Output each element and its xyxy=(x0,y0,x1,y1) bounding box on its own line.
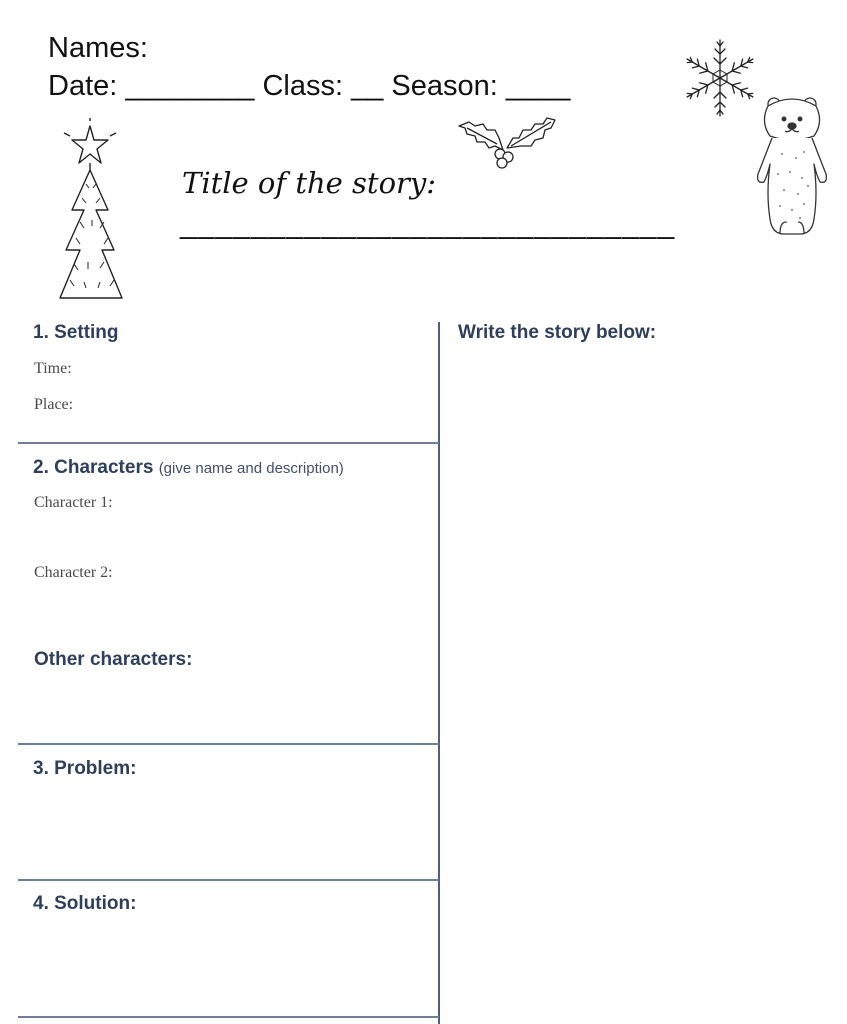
characters-heading xyxy=(33,457,344,479)
snowflake-icon xyxy=(682,36,762,121)
class-field[interactable]: Class: __ xyxy=(262,70,384,102)
characters-title: 2. Characters xyxy=(33,457,154,478)
other-characters-heading[interactable]: Other characters: xyxy=(34,649,193,670)
solution-heading[interactable]: 4. Solution: xyxy=(33,893,137,914)
story-title-blank[interactable]: ____________________________ xyxy=(180,207,676,240)
setting-heading: 1. Setting xyxy=(33,322,119,343)
season-field[interactable]: Season: ____ xyxy=(391,70,571,102)
date-field[interactable]: Date: ________ xyxy=(48,70,255,102)
section-rule xyxy=(18,879,439,881)
place-field[interactable]: Place: xyxy=(34,396,74,413)
section-rule xyxy=(18,743,439,745)
names-label: Names: xyxy=(48,32,148,64)
section-rule xyxy=(18,1016,439,1018)
date-class-season-line xyxy=(48,68,570,104)
story-title-label: Title of the story: xyxy=(182,166,437,200)
time-field[interactable]: Time: xyxy=(34,360,72,377)
column-divider xyxy=(438,322,440,1024)
section-rule xyxy=(18,442,439,444)
story-heading[interactable]: Write the story below: xyxy=(458,322,657,343)
character-1-field[interactable]: Character 1: xyxy=(34,494,113,511)
problem-heading[interactable]: 3. Problem: xyxy=(33,758,137,779)
holly-icon xyxy=(455,112,560,172)
christmas-tree-icon xyxy=(52,118,132,303)
polar-bear-icon xyxy=(752,94,834,239)
character-2-field[interactable]: Character 2: xyxy=(34,564,113,581)
characters-subtitle: (give name and description) xyxy=(158,460,344,477)
